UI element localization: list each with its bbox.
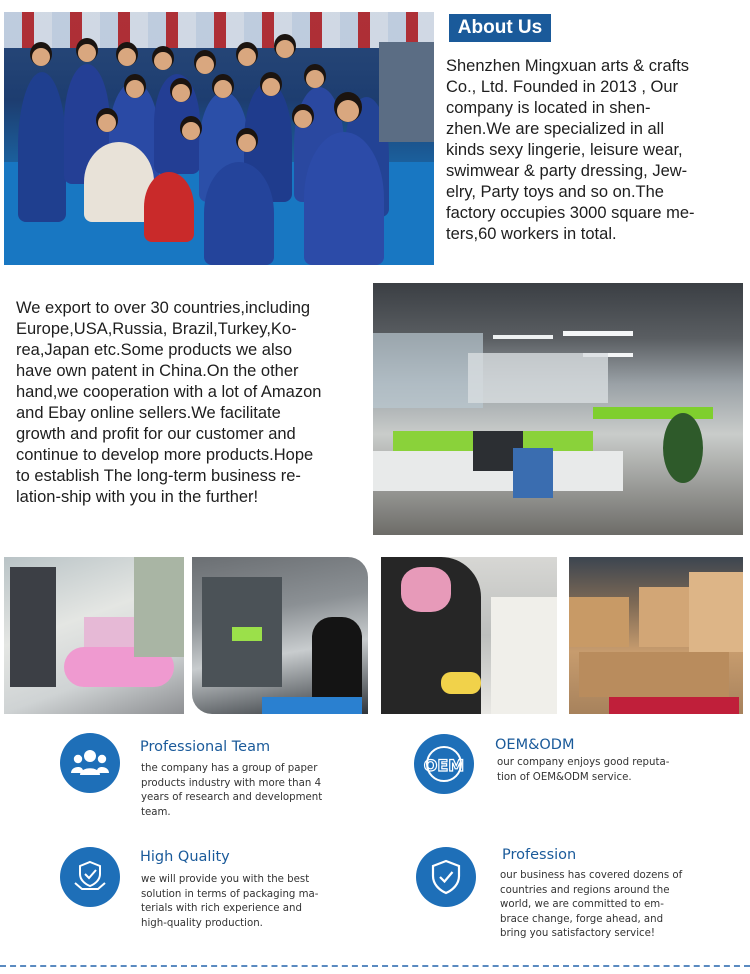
description-line: we will provide you with the best: [141, 874, 310, 885]
factory-photo-worker: [381, 557, 557, 714]
export-line: hand,we cooperation with a lot of Amazon: [16, 383, 322, 401]
export-line: rea,Japan etc.Some products we also: [16, 341, 293, 359]
export-paragraph: [16, 298, 372, 508]
export-line: to establish The long-term business re-: [16, 467, 301, 485]
export-line: lation-ship with you in the further!: [16, 488, 259, 506]
export-line: continue to develop more products.Hope: [16, 446, 314, 464]
about-line: ters,60 workers in total.: [446, 225, 617, 243]
export-line: growth and profit for our customer and: [16, 425, 296, 443]
professional-team-title: Professional Team: [140, 739, 271, 755]
professional-team-description: [141, 762, 356, 820]
high-quality-description: [141, 873, 356, 931]
about-line: elry, Party toys and so on.The: [446, 183, 664, 201]
profession-title: Profession: [502, 847, 577, 863]
about-line: company is located in shen-: [446, 99, 651, 117]
team-photo: [4, 12, 434, 265]
description-line: brace change, forge ahead, and: [500, 913, 664, 925]
about-line: swimwear & party dressing, Jew-: [446, 162, 688, 180]
description-line: tion of OEM&ODM service.: [497, 771, 632, 783]
export-line: have own patent in China.On the other: [16, 362, 299, 380]
about-line: kinds sexy lingerie, leisure wear,: [446, 141, 683, 159]
about-us-badge: About Us: [449, 14, 551, 42]
profession-description: [500, 869, 730, 942]
description-line: our business has covered dozens of: [500, 870, 683, 881]
description-line: the company has a group of paper: [141, 763, 318, 774]
description-line: high-quality production.: [141, 917, 263, 929]
about-line: zhen.We are specialized in all: [446, 120, 664, 138]
description-line: terials with rich experience and: [141, 903, 302, 914]
oem-icon: [414, 734, 474, 794]
svg-text:OEM: OEM: [423, 756, 465, 775]
bottom-divider: [0, 965, 750, 967]
description-line: years of research and development: [141, 792, 323, 803]
export-line: and Ebay online sellers.We facilitate: [16, 404, 281, 422]
factory-photo-printing: [4, 557, 184, 714]
about-line: factory occupies 3000 square me-: [446, 204, 695, 222]
description-line: solution in terms of packaging ma-: [141, 888, 319, 900]
about-line: Shenzhen Mingxuan arts & crafts: [446, 57, 690, 75]
description-line: team.: [141, 806, 171, 818]
description-line: countries and regions around the: [500, 884, 670, 896]
high-quality-title: High Quality: [140, 849, 230, 865]
export-line: We export to over 30 countries,including: [16, 299, 311, 317]
export-line: Europe,USA,Russia, Brazil,Turkey,Ko-: [16, 320, 297, 338]
oem-odm-description: [497, 756, 727, 785]
description-line: world, we are committed to em-: [500, 899, 664, 910]
team-icon: [60, 733, 120, 793]
description-line: our company enjoys good reputa-: [497, 757, 670, 768]
factory-photo-warehouse: [569, 557, 743, 714]
description-line: products industry with more than 4: [141, 777, 322, 789]
oem-odm-title: OEM&ODM: [495, 737, 575, 753]
office-photo: [373, 283, 743, 535]
about-paragraph: [446, 56, 746, 245]
about-line: Co., Ltd. Founded in 2013 , Our: [446, 78, 679, 96]
shield-check-icon: [416, 847, 476, 907]
factory-photo-machine: [192, 557, 368, 714]
description-line: bring you satisfactory service!: [500, 928, 655, 939]
quality-hand-shield-icon: [60, 847, 120, 907]
